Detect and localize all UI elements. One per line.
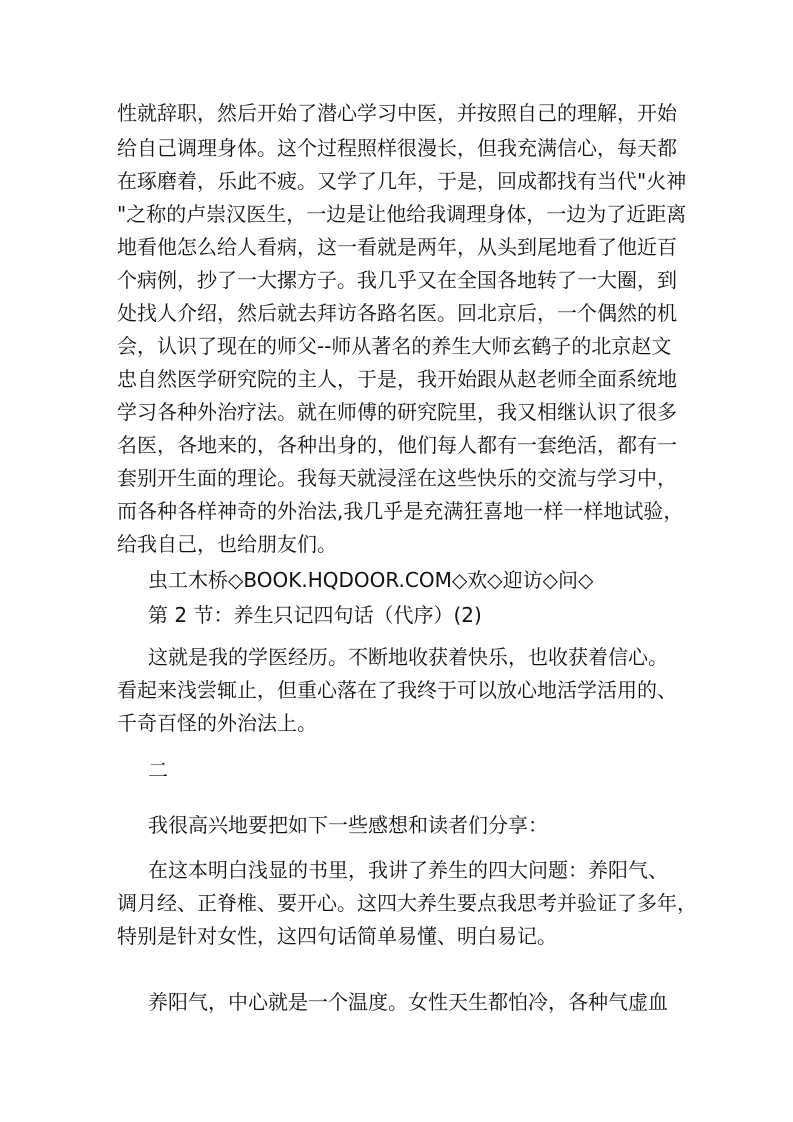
text-line: 给我自己，也给朋友们。: [117, 532, 337, 556]
watermark-line: 虫工木桥◇BOOK.HQDOOR.COM◇欢◇迎访◇问◇: [148, 568, 594, 592]
text-line: 忠自然医学研究院的主人，于是，我开始跟从赵老师全面系统地: [117, 367, 677, 391]
text-line: 会，认识了现在的师父--师从著名的养生大师玄鹤子的北京赵文: [117, 334, 672, 358]
text-line: 给自己调理身体。这个过程照样很漫长，但我充满信心，每天都: [117, 136, 677, 160]
text-line: 这就是我的学医经历。不断地收获着快乐，也收获着信心。: [148, 645, 668, 669]
text-line: 在这本明白浅显的书里，我讲了养生的四大问题：养阳气、: [148, 858, 668, 882]
text-line: "之称的卢崇汉医生，一边是让他给我调理身体，一边为了近距离: [117, 202, 687, 226]
text-line: 千奇百怪的外治法上。: [117, 711, 317, 735]
text-line: 调月经、正脊椎、要开心。这四大养生要点我思考并验证了多年，: [117, 891, 697, 915]
text-line: 名医，各地来的，各种出身的，他们每人都有一套绝活，都有一: [117, 433, 677, 457]
text-line: 处找人介绍，然后就去拜访各路名医。回北京后，一个偶然的机: [117, 301, 677, 325]
paragraph-5: 养阳气，中心就是一个温度。女性天生都怕冷，各种气虚血: [148, 990, 668, 1014]
text-line: 性就辞职，然后开始了潜心学习中医，并按照自己的理解，开始: [117, 101, 677, 125]
text-line: 套别开生面的理论。我每天就浸淫在这些快乐的交流与学习中，: [117, 466, 677, 490]
text-line: 而各种各样神奇的外治法,我几乎是充满狂喜地一样一样地试验，: [117, 499, 684, 523]
text-line: 看起来浅尝辄止，但重心落在了我终于可以放心地活学活用的、: [117, 678, 677, 702]
section-heading: 第 2 节：养生只记四句话（代序）(2): [148, 603, 482, 627]
text-line: 个病例，抄了一大摞方子。我几乎又在全国各地转了一大圈，到: [117, 268, 677, 292]
paragraph-3: 我很高兴地要把如下一些感想和读者们分享：: [148, 813, 548, 837]
text-line: 特别是针对女性，这四句话简单易懂、明白易记。: [117, 924, 557, 948]
text-line: 地看他怎么给人看病，这一看就是两年，从头到尾地看了他近百: [117, 235, 677, 259]
part-number: 二: [148, 758, 168, 782]
text-line: 在琢磨着，乐此不疲。又学了几年，于是，回成都找有当代"火神: [117, 169, 687, 193]
text-line: 学习各种外治疗法。就在师傅的研究院里，我又相继认识了很多: [117, 400, 677, 424]
